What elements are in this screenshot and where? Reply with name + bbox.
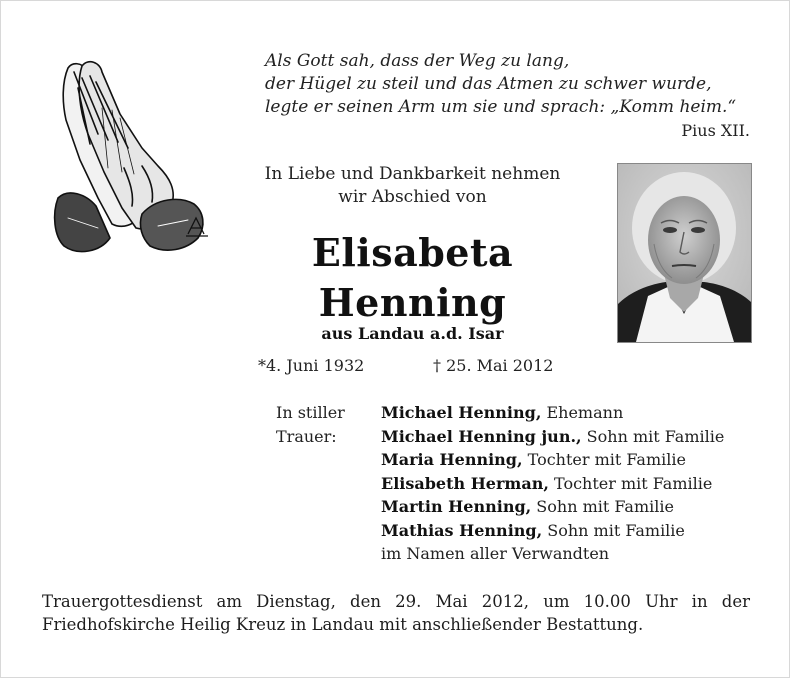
mourner-name: Maria Henning, bbox=[381, 450, 523, 469]
poem-line: Als Gott sah, dass der Weg zu lang, bbox=[265, 51, 570, 71]
mourner-row bbox=[381, 425, 771, 449]
mourner-relation: Sohn mit Familie bbox=[531, 497, 674, 516]
service-line: Trauergottesdienst am Dienstag, den 29. Mai 2012, um 10.00 Uhr in der bbox=[42, 592, 750, 611]
mourner-name: Elisabeth Herman, bbox=[381, 473, 549, 493]
mourning-label-line: Trauer: bbox=[276, 426, 337, 446]
poem bbox=[265, 50, 755, 119]
birth-date: *4. Juni 1932 bbox=[258, 356, 365, 375]
deceased-name bbox=[210, 228, 615, 328]
mourner-name: Martin Henning, bbox=[381, 497, 532, 516]
deceased-origin: aus Landau a.d. Isar bbox=[321, 324, 504, 343]
poem-author: Pius XII. bbox=[681, 121, 750, 140]
mourner-row bbox=[381, 519, 771, 543]
mourner-name: Mathias Henning, bbox=[381, 520, 543, 540]
mourner-relation: Tochter mit Familie bbox=[548, 473, 713, 493]
mourner-row bbox=[381, 472, 771, 496]
funeral-service-notice bbox=[42, 590, 750, 636]
service-line: Friedhofskirche Heilig Kreuz in Landau mit anschließender Bestattung. bbox=[42, 615, 644, 634]
mourners-list bbox=[381, 401, 771, 566]
intro-line: In Liebe und Dankbarkeit nehmen bbox=[264, 164, 561, 184]
intro-text bbox=[230, 163, 595, 209]
poem-line: legte er seinen Arm um sie und sprach: „Komm heim.“ bbox=[265, 97, 737, 117]
mourner-relation: Tochter mit Familie bbox=[522, 450, 686, 469]
praying-hands-illustration bbox=[38, 48, 218, 268]
death-date: † 25. Mai 2012 bbox=[433, 356, 554, 375]
portrait-photo bbox=[617, 163, 752, 343]
mourner-name: Michael Henning jun., bbox=[381, 426, 582, 446]
mourner-row bbox=[381, 448, 771, 472]
deceased-first-name: Elisabeta bbox=[311, 230, 514, 275]
mourner-relation: Ehemann bbox=[541, 403, 624, 422]
intro-line: wir Abschied von bbox=[338, 187, 487, 207]
mourning-label-line: In stiller bbox=[276, 403, 345, 422]
mourning-label bbox=[276, 401, 376, 448]
mourner-name: Michael Henning, bbox=[381, 403, 542, 422]
mourner-row bbox=[381, 495, 771, 519]
mourner-relation: Sohn mit Familie bbox=[581, 426, 725, 446]
mourner-relation: Sohn mit Familie bbox=[542, 520, 685, 540]
deceased-last-name: Henning bbox=[318, 280, 507, 325]
life-dates bbox=[258, 356, 588, 375]
mourners-closing: im Namen aller Verwandten bbox=[381, 544, 610, 563]
mourner-row bbox=[381, 401, 771, 425]
poem-line: der Hügel zu steil und das Atmen zu schwer wurde, bbox=[265, 74, 712, 94]
